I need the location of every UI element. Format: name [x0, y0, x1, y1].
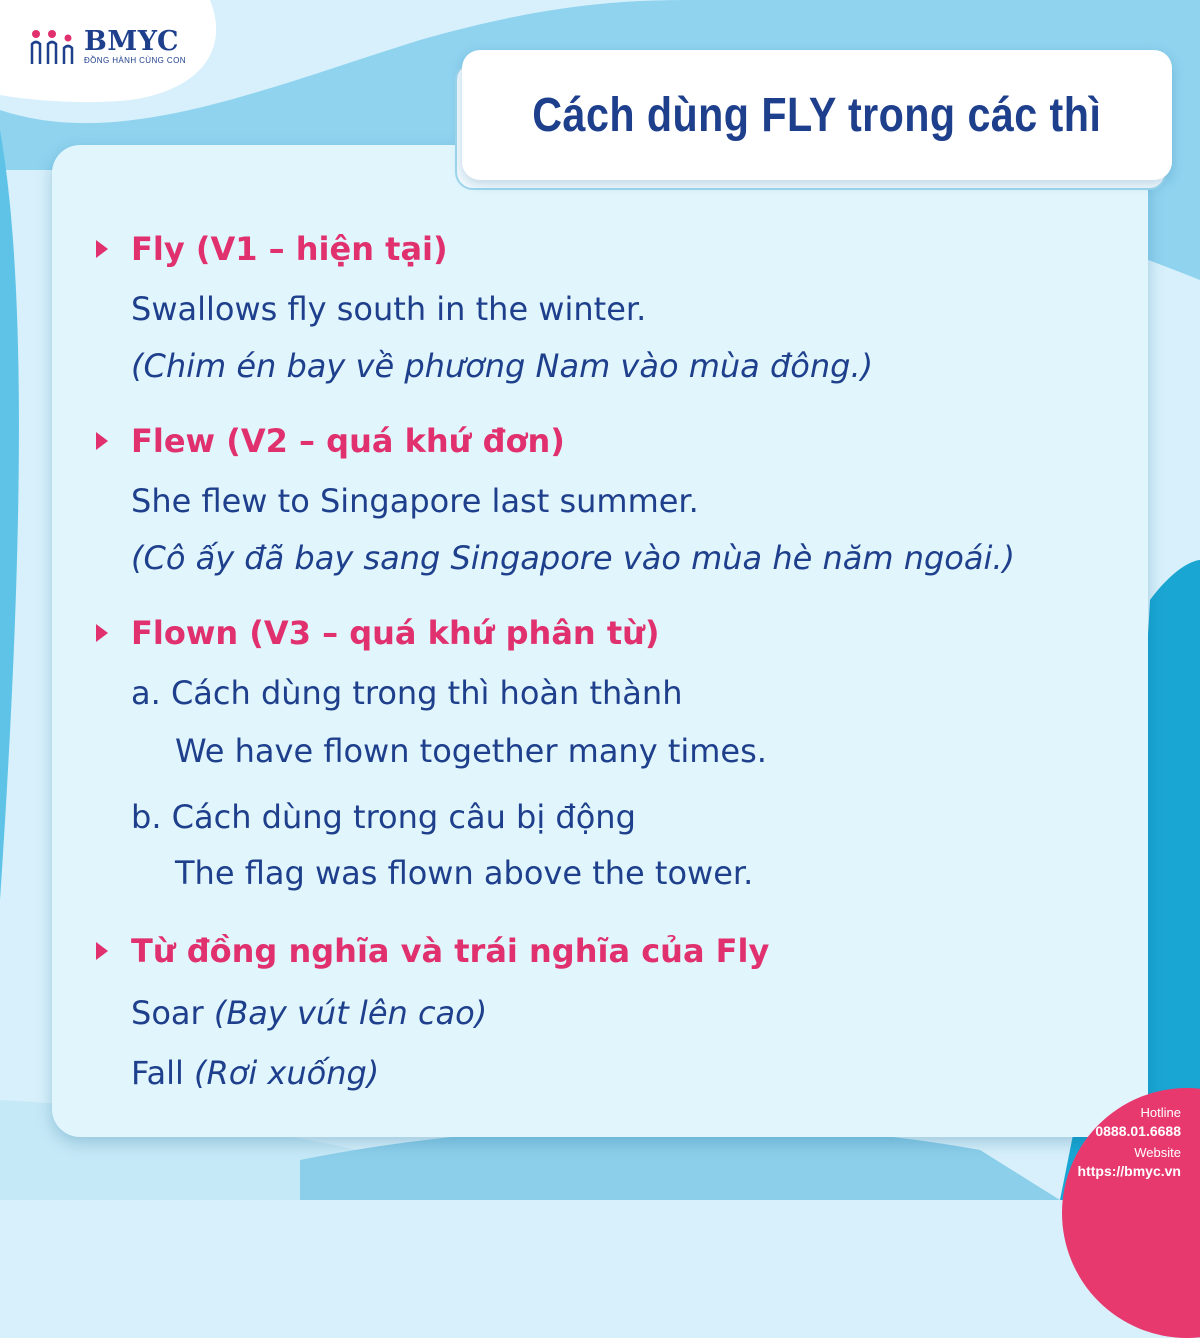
hotline-label: Hotline [1140, 1105, 1181, 1120]
word-meaning: (Rơi xuống) [194, 1054, 380, 1092]
website-link[interactable]: https://bmyc.vn [1077, 1163, 1181, 1179]
brand-tagline: ĐỒNG HÀNH CÙNG CON [84, 56, 186, 65]
word-entry [131, 993, 487, 1033]
example-sentence: The flag was flown above the tower. [175, 854, 754, 892]
family-icon [30, 28, 80, 68]
brand-logo[interactable] [30, 28, 186, 68]
section-heading: Từ đồng nghĩa và trái nghĩa của Fly [131, 932, 770, 970]
page-title: Cách dùng FLY trong các thì [532, 88, 1102, 142]
translation-text: (Cô ấy đã bay sang Singapore vào mùa hè năm ngoái.) [131, 539, 1016, 577]
example-sentence: She flew to Singapore last summer. [131, 482, 699, 520]
bullet-triangle-icon [96, 240, 108, 258]
word-meaning: (Bay vút lên cao) [213, 994, 488, 1032]
subitem-label: a. Cách dùng trong thì hoàn thành [131, 674, 683, 712]
section-heading: Flown (V3 – quá khứ phân từ) [131, 614, 660, 652]
subitem-label: b. Cách dùng trong câu bị động [131, 798, 636, 836]
brand-name: BMYC [84, 26, 179, 57]
section-heading: Fly (V1 – hiện tại) [131, 230, 448, 268]
example-sentence: Swallows fly south in the winter. [131, 290, 647, 328]
translation-text: (Chim én bay về phương Nam vào mùa đông.) [131, 347, 874, 385]
example-sentence: We have flown together many times. [175, 732, 767, 770]
contact-info [1078, 1105, 1181, 1185]
bullet-triangle-icon [96, 432, 108, 450]
word-term: Soar [131, 994, 204, 1032]
website-label: Website [1134, 1145, 1181, 1160]
bullet-triangle-icon [96, 624, 108, 642]
hotline-number[interactable]: 0888.01.6688 [1095, 1123, 1181, 1139]
section-heading: Flew (V2 – quá khứ đơn) [131, 422, 565, 460]
word-entry [131, 1053, 379, 1093]
title-box [462, 50, 1172, 180]
bullet-triangle-icon [96, 942, 108, 960]
word-term: Fall [131, 1054, 184, 1092]
